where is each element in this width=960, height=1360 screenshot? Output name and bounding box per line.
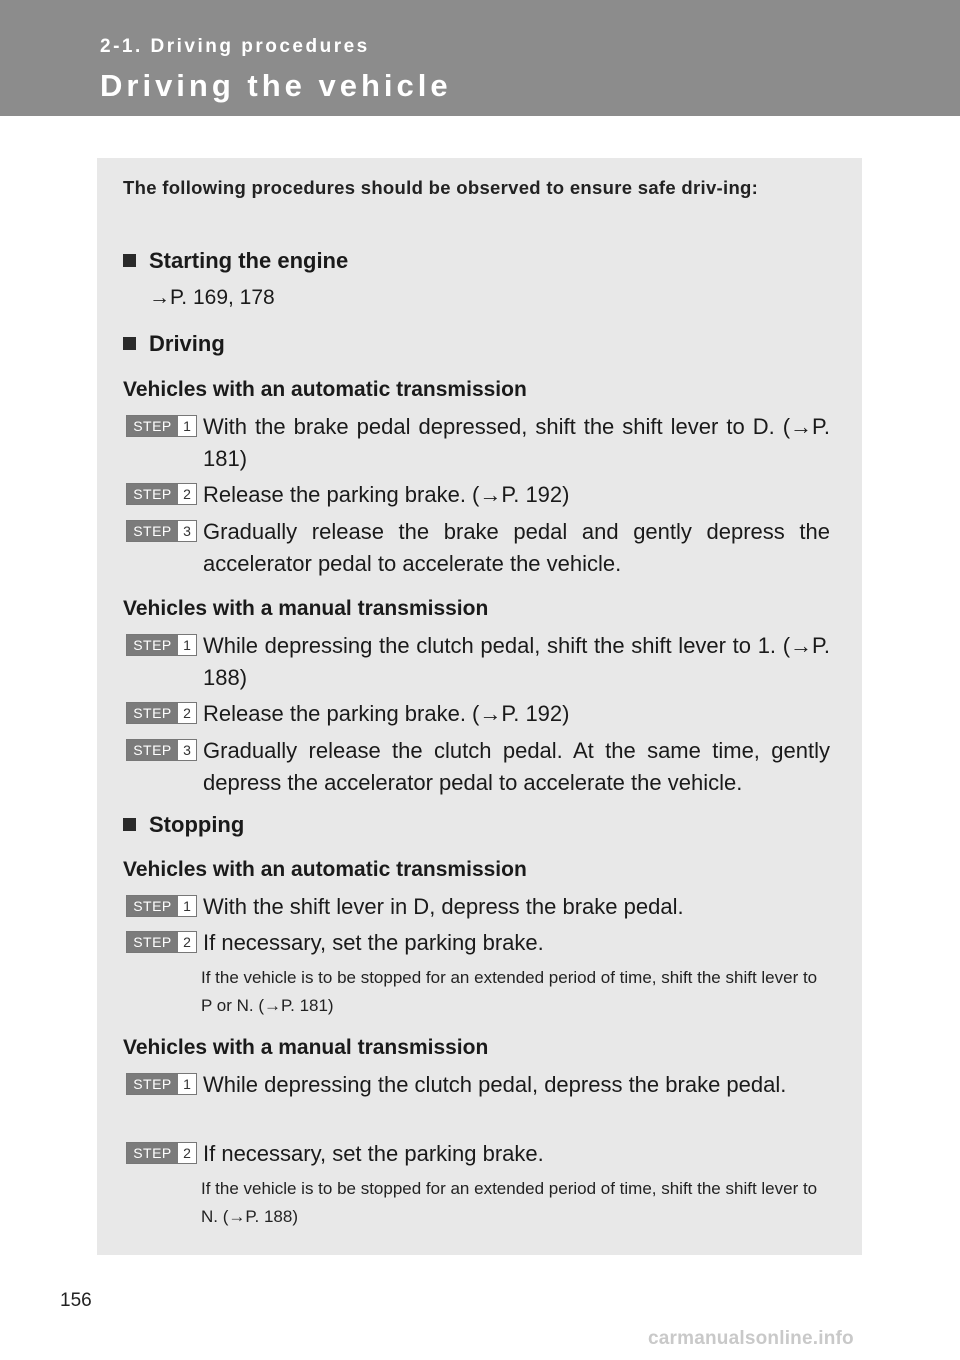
step-badge-label: STEP xyxy=(127,896,178,916)
watermark: carmanualsonline.info xyxy=(648,1328,854,1349)
step-text: With the brake pedal depressed, shift the shift lever to D. (→P. 181) xyxy=(203,414,830,471)
step-badge-number: 2 xyxy=(183,1145,191,1161)
step-badge xyxy=(126,1142,197,1164)
note-text: If the vehicle is to be stopped for an extended period of time, shift the shift lever to P or N. (→P. 181) xyxy=(201,968,818,1015)
step-badge-number: 1 xyxy=(183,418,191,434)
step-badge-label: STEP xyxy=(127,703,178,723)
heading-stopping-label: Stopping xyxy=(149,812,245,837)
step-item xyxy=(126,698,830,730)
intro-text: The following procedures should be observed to ensure safe driv-ing: xyxy=(123,177,759,198)
step-badge xyxy=(126,1073,197,1095)
step-badge-number: 3 xyxy=(183,742,191,758)
subheading-stopping-automatic: Vehicles with an automatic transmission xyxy=(123,858,527,881)
step-item xyxy=(126,630,830,694)
step-badge-label: STEP xyxy=(127,740,178,760)
step-badge-label: STEP xyxy=(127,932,178,952)
page-header xyxy=(0,0,960,116)
bullet-square-icon xyxy=(123,337,136,350)
step-badge-label: STEP xyxy=(127,635,178,655)
section-label: 2-1. Driving procedures xyxy=(100,36,370,57)
step-item xyxy=(126,1138,830,1170)
step-item xyxy=(126,735,830,799)
step-text: Release the parking brake. (→P. 192) xyxy=(203,482,570,507)
step-badge-label: STEP xyxy=(127,1074,178,1094)
step-text: Gradually release the clutch pedal. At the same time, gently depress the accelerator pedal to accelerate the vehicle. xyxy=(203,738,830,795)
bullet-square-icon xyxy=(123,254,136,267)
heading-driving xyxy=(123,331,225,357)
step-item xyxy=(126,927,830,959)
subheading-driving-automatic: Vehicles with an automatic transmission xyxy=(123,378,527,401)
step-text: Release the parking brake. (→P. 192) xyxy=(203,701,570,726)
step-badge xyxy=(126,415,197,437)
page-title: Driving the vehicle xyxy=(100,68,452,103)
subheading-driving-manual: Vehicles with a manual transmission xyxy=(123,597,489,620)
step-badge xyxy=(126,739,197,761)
step-text: If necessary, set the parking brake. xyxy=(203,1141,544,1166)
step-badge-number: 1 xyxy=(183,898,191,914)
step-badge xyxy=(126,895,197,917)
starting-reference: →P. 169, 178 xyxy=(149,286,275,309)
step-badge-number: 3 xyxy=(183,523,191,539)
step-item xyxy=(126,479,830,511)
note-text: If the vehicle is to be stopped for an extended period of time, shift the shift lever to N. (→P. 188) xyxy=(201,1179,818,1226)
step-badge xyxy=(126,634,197,656)
step-item xyxy=(126,411,830,475)
bullet-square-icon xyxy=(123,818,136,831)
step-badge xyxy=(126,520,197,542)
step-item xyxy=(126,516,830,580)
step-badge-number: 1 xyxy=(183,1076,191,1092)
step-badge xyxy=(126,483,197,505)
step-badge-number: 2 xyxy=(183,486,191,502)
heading-driving-label: Driving xyxy=(149,331,225,356)
subheading-stopping-manual: Vehicles with a manual transmission xyxy=(123,1036,489,1059)
step-badge xyxy=(126,702,197,724)
step-text: While depressing the clutch pedal, depress the brake pedal. xyxy=(203,1072,787,1097)
heading-starting-label: Starting the engine xyxy=(149,248,349,273)
step-badge-number: 1 xyxy=(183,637,191,653)
step-badge-label: STEP xyxy=(127,484,178,504)
step-text: Gradually release the brake pedal and gently depress the accelerator pedal to accelerate the vehicle. xyxy=(203,519,830,576)
step-item xyxy=(126,1069,830,1101)
step-badge-number: 2 xyxy=(183,705,191,721)
step-item xyxy=(126,891,830,923)
heading-stopping xyxy=(123,812,244,838)
page-number: 156 xyxy=(60,1290,92,1311)
step-text: With the shift lever in D, depress the brake pedal. xyxy=(203,894,684,919)
step-text: While depressing the clutch pedal, shift the shift lever to 1. (→P. 188) xyxy=(203,633,830,690)
step-badge-label: STEP xyxy=(127,521,178,541)
step-badge-label: STEP xyxy=(127,1143,178,1163)
heading-starting xyxy=(123,248,348,274)
step-badge-number: 2 xyxy=(183,934,191,950)
step-badge xyxy=(126,931,197,953)
step-badge-label: STEP xyxy=(127,416,178,436)
step-text: If necessary, set the parking brake. xyxy=(203,930,544,955)
